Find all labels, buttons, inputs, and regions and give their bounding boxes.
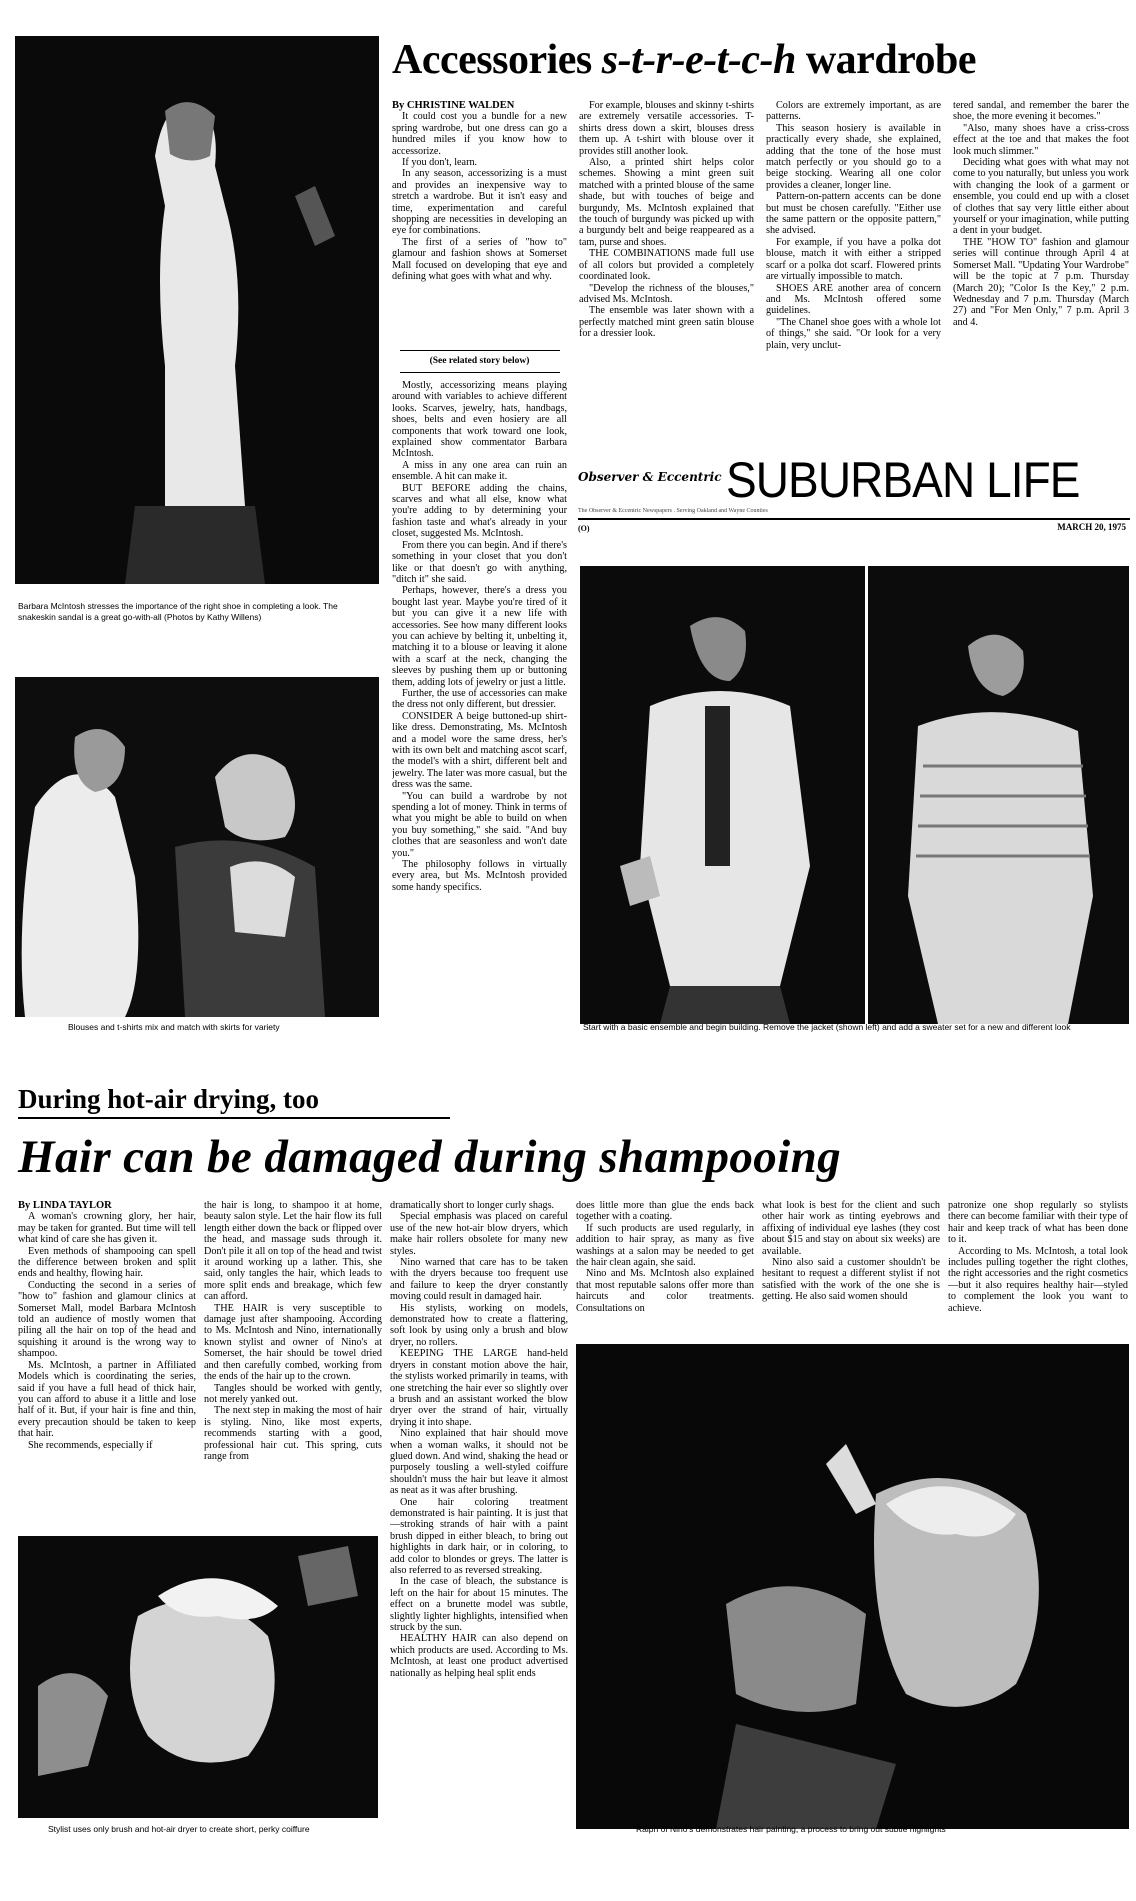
top-byline: By CHRISTINE WALDEN	[392, 100, 515, 111]
related-note: (See related story below)	[429, 356, 530, 366]
paragraph: "The Chanel shoe goes with a whole lot of things," she said. "Or look for a very plain, very unclut-	[766, 316, 941, 351]
section-title: SUBURBAN LIFE	[726, 452, 1080, 508]
paragraph: Deciding what goes with what may not come to you naturally, but unless you work with changing the look of a garment or ensemble, you could end up with a closet of clothes that say very little either about yourself or your imagination, while putting a dent in your budget.	[953, 157, 1129, 237]
paragraph: Colors are extremely important, as are patterns.	[766, 100, 941, 123]
bottom-col-3	[390, 1200, 568, 1830]
paragraph: A miss in any one area can ruin an ensemble. A hit can make it.	[392, 459, 567, 483]
bottom-headline: Hair can be damaged during shampooing	[18, 1131, 842, 1183]
paragraph: His stylists, working on models, demonstrated how to create a flattering, soft look by using only a brush and blow dryer, no rollers.	[390, 1302, 568, 1348]
paragraph: Pattern-on-pattern accents can be done but must be chosen carefully. "Either use the same pattern or the opposite pattern," she advised.	[766, 191, 941, 237]
caption-photo2: Blouses and t-shirts mix and match with skirts for variety	[68, 1022, 280, 1032]
top-article-col-3	[766, 100, 941, 420]
photo-hair-painting	[576, 1344, 1129, 1829]
paragraph: KEEPING THE LARGE hand-held dryers in constant motion above the hair, the stylists worked primarily in teams, with one stretching the hair ever so slightly over a brush and an assistant worked the blow dryer over the strand of hair, virtually drying it into shape.	[390, 1348, 568, 1428]
paragraph: HEALTHY HAIR can also depend on which products are used. According to Ms. McIntosh, at least one product advertised nationally as helping heal split ends	[390, 1633, 568, 1679]
paragraph: "Develop the richness of the blouses," advised Ms. McIntosh.	[579, 282, 754, 305]
rule	[578, 518, 1130, 520]
paragraph: CONSIDER A beige buttoned-up shirt-like dress. Demonstrating, Ms. McIntosh and a model wore the same dress, her's with its own belt and matching ascot scarf, the model's with a shirt, different belt and jewelry. The later was more casual, but the dress was the same.	[392, 710, 567, 791]
paragraph: According to Ms. McIntosh, a total look includes pulling together the right clothes, the right accessories and the right cosmetics—but it also requires healthy hair—styled to complement the look you want to achieve.	[948, 1245, 1128, 1314]
kicker-underline	[18, 1117, 450, 1119]
photo-blouses	[15, 677, 379, 1017]
paragraph: Nino explained that hair should move when a woman walks, it should not be glued down. And wind, shaking the head or purposely tousling a well-styled coiffure shouldn't muss the hair but leave it almost as neat as it was after brushing.	[390, 1428, 568, 1497]
paragraph: THE HAIR is very susceptible to damage just after shampooing. According to Ms. McIntosh and Nino, internationally known stylist and owner of Nino's at Somerset, the hair should be towel dried and then carefully combed, working from the ends of the hair up to the crown.	[204, 1302, 382, 1383]
paragraph: "Also, many shoes have a criss-cross effect at the toe and that makes the foot look much slimmer."	[953, 122, 1129, 157]
bottom-col-2	[204, 1200, 382, 1530]
top-article-col-2	[579, 100, 754, 420]
paragraph: "You can build a wardrobe by not spending a lot of money. Think in terms of what you might be able to build on when you buy something," she said. "And buy clothes that are seasonless and won't date you."	[392, 790, 567, 859]
photo-sweater-set	[868, 566, 1129, 1024]
paragraph: If you don't, learn.	[402, 157, 478, 169]
paragraph: If such products are used regularly, in addition to hair spray, as many as five washings at a salon may be needed to get the hair clean again, she said.	[576, 1222, 754, 1269]
headline-end: wardrobe	[805, 37, 977, 83]
photo-stylist-brush	[18, 1536, 378, 1818]
paragraph: The philosophy follows in virtually every area, but Ms. McIntosh provided some handy specifics.	[392, 859, 567, 893]
page-marker: (O)	[578, 524, 590, 533]
headline-italic: s-t-r-e-t-c-h	[601, 37, 796, 83]
paragraph: dramatically short to longer curly shags.	[390, 1200, 555, 1211]
bottom-byline: By LINDA TAYLOR	[18, 1200, 112, 1211]
rule	[400, 350, 560, 351]
fine-print: The Observer & Eccentric Newspapers . Serving Oakland and Wayne Counties	[578, 508, 768, 514]
photo-jacket-ensemble	[580, 566, 865, 1024]
paragraph: One hair coloring treatment demonstrated is hair painting. It is just that—stroking strands of hair with a paint brush dipped in either bleach, to bring out highlights in dark hair, or in coloring, to add color to blondes or greys. The latter is also referred to as reversed streaking.	[390, 1496, 568, 1576]
caption-photo1: Barbara McIntosh stresses the importance of the right shoe in completing a look. The snakeskin sandal is a great go-with-all (Photos by Kathy Willens)	[18, 601, 338, 622]
paragraph: Nino also said a customer shouldn't be hesitant to request a different stylist if not satisfied with the work of the one she is getting. He also said women should	[762, 1257, 940, 1303]
paragraph: THE COMBINATIONS made full use of all colors but provided a completely coordinated look.	[579, 248, 754, 283]
paragraph: In the case of bleach, the substance is left on the hair for about 15 minutes. The effect on a brunette model was subtle, slightly lighter highlights, intensified when struck by the sun.	[390, 1576, 568, 1634]
caption-photo6: Ralph of Nino's demonstrates hair painting, a process to bring out subtle highlights	[636, 1824, 946, 1834]
paragraph: Nino warned that care has to be taken with the dryers because too frequent use and failure to keep the dryer constantly moving could result in damaged hair.	[390, 1257, 568, 1303]
paragraph: A woman's crowning glory, her hair, may be taken for granted. But time will tell what kind of care she has given it.	[18, 1211, 196, 1246]
issue-date: MARCH 20, 1975	[1057, 522, 1126, 532]
top-headline	[392, 34, 1134, 86]
paragraph: In any season, accessorizing is a must and provides an inexpensive way to stretch a wardrobe. But it isn't easy and time, experimentation and careful shopping are necessities in developing an eye for combinations.	[392, 168, 567, 237]
paragraph: The ensemble was later shown with a perfectly matched mint green satin blouse for a dressier look.	[579, 305, 754, 340]
paragraph: Perhaps, however, there's a dress you bought last year. Maybe you're tired of it but you can give it a new life with accessories. See how many different looks you can achieve by belting it, unbelting it, matching it to a blouse or leaving it alone with a scarf at the neck, changing the sleeves by pushing them up or buttoning them, adding lots of jewelry or just a little.	[392, 585, 567, 688]
paragraph: This season hosiery is available in practically every shade, she explained, adding that the tone of the hose must match perfectly or you should go to a beige stocking. Wearing all one color provides a cleaner, longer line.	[766, 122, 941, 191]
paragraph: Tangles should be worked with gently, not merely yanked out.	[204, 1382, 382, 1405]
bottom-col-1	[18, 1200, 196, 1530]
paragraph: Special emphasis was placed on careful use of the new hot-air blow dryers, which make hair rollers obsolete for many new styles.	[390, 1211, 568, 1257]
masthead	[578, 452, 1130, 542]
bottom-kicker: During hot-air drying, too	[18, 1084, 320, 1114]
paragraph: She recommends, especially if	[28, 1439, 153, 1451]
paragraph: tered sandal, and remember the barer the shoe, the more evening it becomes."	[953, 100, 1129, 123]
paragraph: The first of a series of "how to" glamour and fashion shows at Somerset Mall focused on developing that eye and defining what goes with what and why.	[392, 236, 567, 283]
paragraph: SHOES ARE another area of concern and Ms. McIntosh offered some guidelines.	[766, 282, 941, 317]
headline-plain: Accessories	[392, 37, 592, 83]
top-article-col-left	[392, 380, 567, 1030]
paragraph: Nino and Ms. McIntosh also explained that most reputable salons offer more than haircuts and color treatments. Consultations on	[576, 1268, 754, 1314]
paragraph: From there you can begin. And if there's something in your closet that you don't like or that doesn't go with anything, "ditch it" she said.	[392, 539, 567, 585]
photo-model-shoe	[15, 36, 379, 584]
paper-name: Observer & Eccentric	[578, 470, 722, 484]
paragraph: For example, if you have a polka dot blouse, match it with either a stripped scarf or a polka dot scarf. Flowered prints are virtually impossible to match.	[766, 236, 941, 283]
top-article-col-4	[953, 100, 1129, 420]
bottom-col-6	[948, 1200, 1128, 1340]
bottom-col-4	[576, 1200, 754, 1340]
paragraph: Also, a printed shirt helps color schemes. Showing a mint green suit matched with a printed blouse of the same shade, but with touches of beige and burgundy, Ms. McIntosh explained that the touch of burgundy was picked up with a burgundy belt and beige reappeared as a tam, purse and shoes.	[579, 157, 754, 248]
paragraph: For example, blouses and skinny t-shirts are extremely versatile accessories. T-shirts dress down a skirt, blouses dress them up. A t-shirt with blouse over it provides still another look.	[579, 100, 754, 157]
paragraph: Ms. McIntosh, a partner in Affiliated Models which is coordinating the series, said if you have a full head of thick hair, you can afford to abuse it a little and lose half of it. But, if your hair is fine and thin, every precaution should be taken to keep that hair.	[18, 1359, 196, 1440]
paragraph: THE "HOW TO" fashion and glamour series will continue through April 4 at Somerset Mall. "Updating Your Wardrobe" will be the topic at 7 p.m. Thursday (March 20); "Color Is the Key," 2 p.m. Wednesday and 7 p.m. Thursday (March 27) and "For Men Only," 7 p.m. April 3 and 4.	[953, 236, 1129, 328]
paragraph: what look is best for the client and such other hair work as tinting eyebrows and affixing of individual eye lashes (they cost about $15 and stay on about six weeks) are available.	[762, 1200, 940, 1257]
paragraph: Mostly, accessorizing means playing around with variables to achieve different looks. Scarves, jewelry, hats, handbags, shoes, belts and even hosiery are all components that work toward one look, explained show commentator Barbara McIntosh.	[392, 380, 567, 460]
rule	[400, 372, 560, 373]
paragraph: the hair is long, to shampoo it at home, beauty salon style. Let the hair flow its full length either down the back or flipped over the head, and massage suds through it. Don't pile it all on top of the head and twist it around working up a lather. This, she said, only tangles the hair, which leads to more split ends and breakage, which few can afford.	[204, 1200, 382, 1303]
paragraph: It could cost you a bundle for a new spring wardrobe, but one dress can go a hundred miles if you know how to accessorize.	[392, 111, 567, 157]
paragraph: patronize one shop regularly so stylists there can become familiar with their type of hair and keep track of what has been done to it.	[948, 1200, 1128, 1246]
paragraph: The next step in making the most of hair is styling. Nino, like most experts, recommends starting with a good, professional hair cut. This spring, cuts range from	[204, 1405, 382, 1462]
caption-photo5: Stylist uses only brush and hot-air dryer to create short, perky coiffure	[48, 1824, 310, 1834]
bottom-col-5	[762, 1200, 940, 1340]
paragraph: does little more than glue the ends back together with a coating.	[576, 1200, 754, 1223]
paragraph: Further, the use of accessories can make the dress not only different, but dressier.	[392, 687, 567, 711]
paragraph: Conducting the second in a series of "how to" fashion and glamour clinics at Somerset Mall, model Barbara McIntosh told an audience of mostly women that piling all the hair on top of the head and squishing it around is the wrong way to shampoo.	[18, 1279, 196, 1360]
paragraph: BUT BEFORE adding the chains, scarves and what all else, know what you're adding to by determining your fashion taste and what's already in your closet, suggested Ms. McIntosh.	[392, 482, 567, 540]
paragraph: Even methods of shampooing can spell the difference between broken and split ends and healthy, flowing hair.	[18, 1245, 196, 1280]
top-article-col-1	[392, 100, 567, 340]
caption-photo34: Start with a basic ensemble and begin building. Remove the jacket (shown left) and add a sweater set for a new and different look	[583, 1022, 1071, 1032]
